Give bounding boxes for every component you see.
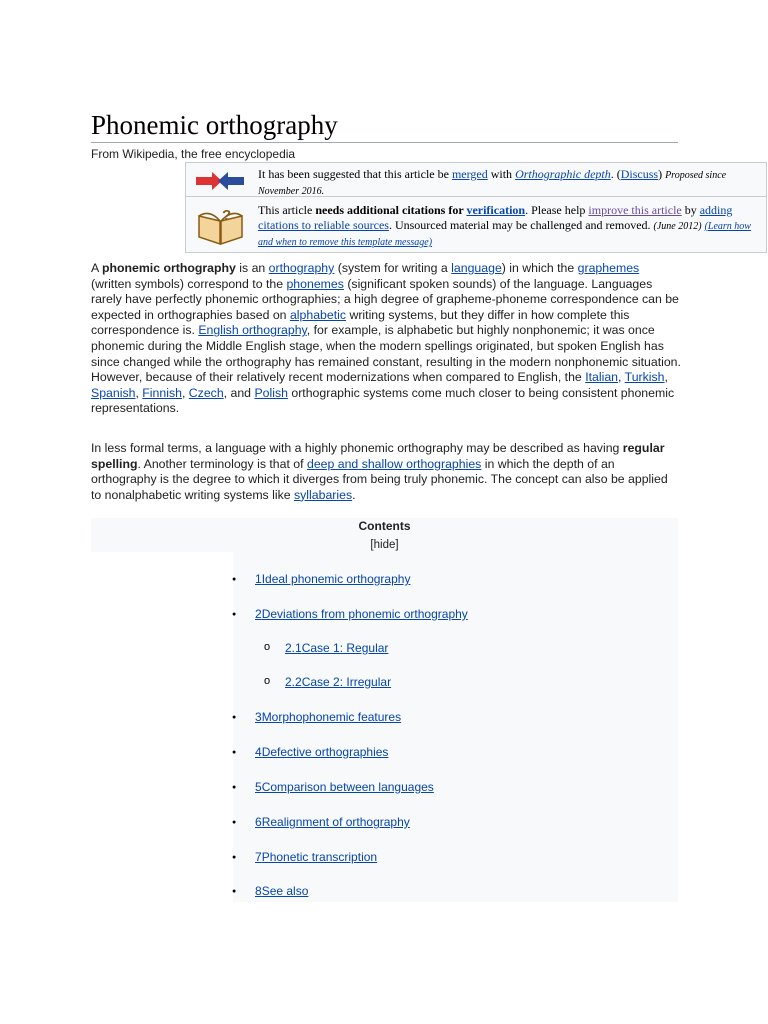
toc-item-label: Case 2: Irregular: [301, 675, 392, 689]
merge-notice-text: It has been suggested that this article be merged with Orthographic depth. (Discuss) Proposed since November 2016.: [258, 167, 727, 197]
language-link[interactable]: language: [451, 261, 502, 275]
toc-item-label: See also: [261, 884, 309, 898]
toc-item-marker: ●: [232, 576, 237, 583]
toc-subitem-marker: o: [264, 675, 271, 687]
citation-notice-box: [185, 197, 767, 253]
toc-item-number: 1: [255, 572, 262, 586]
citation-date: (June 2012): [653, 221, 702, 232]
toc-item-2-2[interactable]: [285, 675, 391, 689]
page-title: Phonemic orthography: [91, 108, 678, 143]
turkish-link[interactable]: Turkish: [624, 370, 665, 385]
toc-item-5[interactable]: [255, 780, 434, 794]
italian-link[interactable]: Italian: [585, 370, 619, 385]
toc-item-label: Phonetic transcription: [261, 850, 378, 864]
deep-shallow-orthographies-link[interactable]: deep and shallow orthographies: [306, 456, 482, 471]
toc-item-2[interactable]: [255, 607, 468, 621]
alphabetic-link[interactable]: alphabetic: [289, 307, 347, 322]
spanish-link[interactable]: Spanish: [91, 385, 136, 400]
toc-item-2-1[interactable]: [285, 641, 388, 655]
merge-arrows-icon: [196, 170, 244, 196]
intro-paragraph: A phonemic orthography is an orthography (system for writing a language) in which the graphemes (written symbols) correspond to the phonemes (significant spoken sounds) of the language. Languages rarely have perfectly phonemic orthographies; a high degree of grapheme-phoneme correspondence can be expected in orthographies based on alphabetic writing systems, but they differ in how complete this correspondence is. English orthography, for example, is alphabetic but highly nonphonemic; it was once phonemic during the Middle English stage, when the modern spellings originated, but spoken English has since changed while the orthography has remained constant, resulting in the modern nonphonemic situation. However, because of their relatively recent modernizations when compared to English, the Italian, Turkish, Spanish, Finnish, Czech, and Polish orthographic systems come much closer to being consistent phonemic representations.: [91, 261, 681, 416]
toc-item-number: 8: [255, 884, 262, 898]
toc-item-number: 2: [255, 607, 262, 621]
toc-item-marker: ●: [232, 854, 237, 861]
toc-title: Contents: [358, 519, 411, 533]
page-tagline: From Wikipedia, the free encyclopedia: [91, 147, 296, 161]
discuss-link[interactable]: Discuss: [620, 167, 659, 181]
verification-link[interactable]: verification: [466, 203, 526, 217]
finnish-link[interactable]: Finnish: [142, 385, 182, 400]
toc-item-marker: ●: [232, 819, 237, 826]
toc-hide-toggle[interactable]: [hide]: [370, 539, 399, 551]
merged-link[interactable]: merged: [451, 167, 488, 181]
book-question-icon: [196, 204, 246, 250]
czech-link[interactable]: Czech: [188, 385, 224, 400]
proposed-date: Proposed since November 2016: [258, 170, 727, 197]
toc-item-marker: ●: [232, 611, 237, 618]
syllabaries-link[interactable]: syllabaries: [294, 487, 353, 502]
second-paragraph: In less formal terms, a language with a highly phonemic orthography may be described as having regular spelling. Another terminology is that of deep and shallow orthographies in which the depth of an orthography is the degree to which it diverges from being truly phonemic. The concept can also be applied to nonalphabetic writing systems like syllabaries.: [91, 441, 668, 502]
toc-item-number: 4: [255, 745, 262, 759]
toc-item-3[interactable]: [255, 710, 401, 724]
polish-link[interactable]: Polish: [254, 385, 288, 400]
toc-item-number: 3: [255, 710, 262, 724]
toc-item-label: Case 1: Regular: [301, 641, 389, 655]
toc-subitem-marker: o: [264, 641, 271, 653]
toc-item-number: 2.2: [285, 675, 302, 689]
toc-item-6[interactable]: [255, 815, 410, 829]
toc-item-label: Deviations from phonemic orthography: [261, 607, 468, 621]
orthographic-depth-link[interactable]: Orthographic depth: [515, 167, 611, 181]
toc-item-7[interactable]: [255, 850, 377, 864]
toc-item-label: Defective orthographies: [261, 745, 389, 759]
toc-item-number: 2.1: [285, 641, 302, 655]
toc-item-marker: ●: [232, 714, 237, 721]
toc-item-number: 7: [255, 850, 262, 864]
toc-item-number: 5: [255, 780, 262, 794]
english-orthography-link[interactable]: English orthography: [198, 323, 307, 338]
improve-article-link[interactable]: improve this article: [588, 203, 682, 217]
toc-item-label: Morphophonemic features: [261, 710, 402, 724]
toc-item-label: Comparison between languages: [261, 780, 434, 794]
toc-item-1[interactable]: [255, 572, 410, 586]
toc-item-number: 6: [255, 815, 262, 829]
adding-citations-link[interactable]: adding citations to reliable sources: [258, 203, 733, 232]
toc-item-label: Realignment of orthography: [261, 815, 410, 829]
toc-item-8[interactable]: [255, 884, 308, 898]
toc-item-label: Ideal phonemic orthography: [261, 572, 411, 586]
merge-notice-box: [185, 162, 767, 197]
toc-item-marker: ●: [232, 784, 237, 791]
toc-item-marker: ●: [232, 888, 237, 895]
learn-remove-link[interactable]: (Learn how and when to remove this template message): [258, 221, 751, 248]
toc-item-4[interactable]: [255, 745, 388, 759]
citation-notice-text: This article needs additional citations for verification. Please help improve this article by adding citations to reliable sources. Unsourced material may be challenged and removed. (June 2012) (Learn how and when to remove this template message): [258, 203, 751, 248]
svg-text:?: ?: [222, 207, 232, 224]
orthography-link[interactable]: orthography: [268, 261, 335, 275]
toc-item-marker: ●: [232, 749, 237, 756]
graphemes-link[interactable]: graphemes: [577, 261, 640, 275]
phonemes-link[interactable]: phonemes: [286, 276, 344, 291]
